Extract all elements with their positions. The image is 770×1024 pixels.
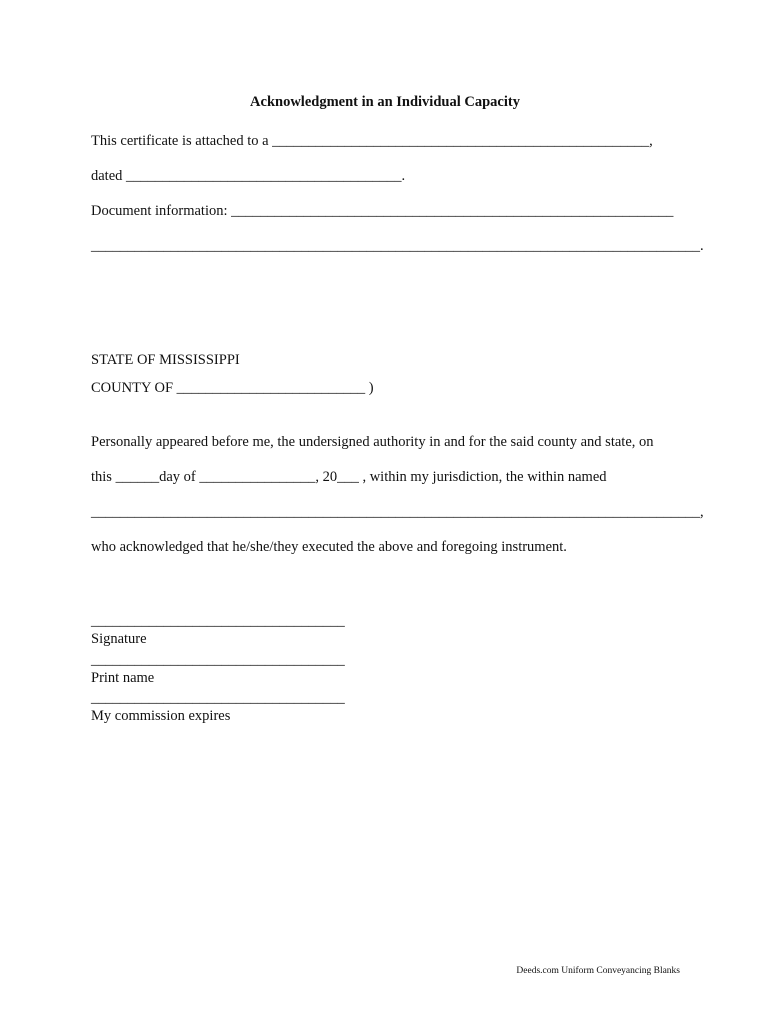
commission-rule: ___________________________________ (91, 690, 345, 706)
named-person-line: ____________________________________________________________________________________, (91, 504, 704, 520)
county-line: COUNTY OF __________________________ ) (91, 380, 374, 396)
print-name-rule: ___________________________________ (91, 652, 345, 668)
personally-appeared-text: Personally appeared before me, the undersigned authority in and for the said county and state, on (91, 434, 654, 450)
acknowledged-text: who acknowledged that he/she/they executed the above and foregoing instrument. (91, 539, 567, 555)
commission-expires-label: My commission expires (91, 708, 231, 724)
signature-rule: ___________________________________ (91, 613, 345, 629)
document-title: Acknowledgment in an Individual Capacity (250, 94, 520, 110)
footer-credit: Deeds.com Uniform Conveyancing Blanks (516, 966, 680, 976)
dated-line: dated ______________________________________. (91, 168, 406, 184)
attached-to-line: This certificate is attached to a ____________________________________________________, (91, 133, 653, 149)
document-information-continued-line: ____________________________________________________________________________________. (91, 238, 704, 254)
signature-label: Signature (91, 631, 147, 647)
state-heading: STATE OF MISSISSIPPI (91, 352, 240, 368)
day-month-year-line: this ______day of ________________, 20___ , within my jurisdiction, the within named (91, 469, 607, 485)
document-information-line: Document information: _____________________________________________________________ (91, 203, 674, 219)
print-name-label: Print name (91, 670, 155, 686)
